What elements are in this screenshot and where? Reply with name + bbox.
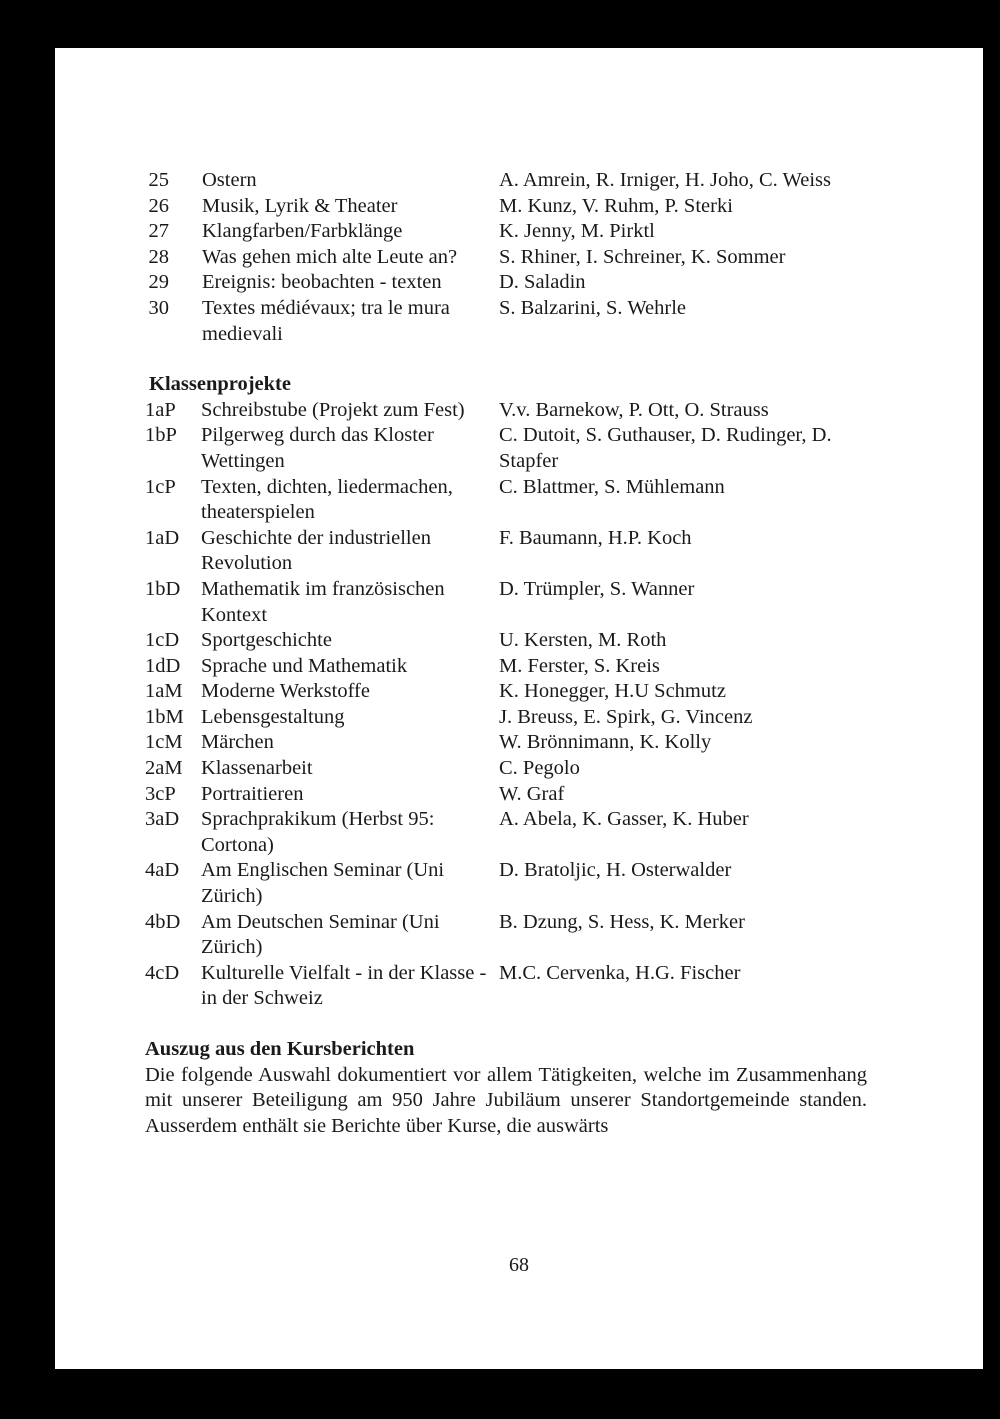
excerpt-heading: Auszug aus den Kursberichten bbox=[145, 1038, 415, 1060]
row-title: Lebensgestaltung bbox=[201, 705, 345, 728]
row-number: 1cM bbox=[145, 731, 183, 754]
row-names: M.C. Cervenka, H.G. Fischer bbox=[499, 961, 741, 984]
course-row bbox=[145, 296, 867, 347]
row-title: Am Englischen Seminar (Uni Zürich) bbox=[201, 859, 445, 908]
project-row bbox=[145, 705, 867, 731]
page-number: 68 bbox=[509, 1254, 529, 1276]
row-number: 4cD bbox=[145, 961, 180, 984]
row-number: 1aM bbox=[145, 680, 183, 703]
course-row bbox=[145, 219, 867, 245]
row-names: M. Ferster, S. Kreis bbox=[499, 654, 660, 677]
excerpt-paragraph: Die folgende Auswahl dokumentiert vor allem Tätigkeiten, welche im Zusammenhang mit unserer Beteiligung am 950 Jahre Jubiläum unserer Standortgemeinde standen. Ausserdem enthält sie Berichte über Kurse, die auswärts bbox=[145, 1063, 867, 1137]
row-number: 1bD bbox=[145, 577, 181, 600]
row-number: 26 bbox=[148, 194, 169, 217]
row-names: U. Kersten, M. Roth bbox=[499, 629, 667, 652]
row-title: Sportgeschichte bbox=[201, 629, 332, 652]
row-title: Klangfarben/Farbklänge bbox=[202, 220, 403, 243]
row-number: 4aD bbox=[145, 859, 180, 882]
project-row bbox=[145, 910, 867, 961]
row-names: D. Saladin bbox=[499, 271, 586, 294]
row-names: A. Amrein, R. Irniger, H. Joho, C. Weiss bbox=[499, 169, 831, 191]
row-title: Portraitieren bbox=[201, 782, 304, 805]
row-number: 3cP bbox=[145, 782, 176, 805]
row-names: K. Jenny, M. Pirktl bbox=[499, 220, 655, 243]
row-title: Moderne Werkstoffe bbox=[201, 680, 370, 703]
row-names: S. Rhiner, I. Schreiner, K. Sommer bbox=[499, 245, 786, 268]
project-row bbox=[145, 756, 867, 782]
row-names: W. Brönnimann, K. Kolly bbox=[499, 731, 712, 754]
row-title: Klassenarbeit bbox=[201, 757, 313, 780]
row-title: Märchen bbox=[201, 731, 274, 754]
row-names: C. Dutoit, S. Guthauser, D. Rudinger, D. Stapfer bbox=[499, 424, 832, 472]
row-names: J. Breuss, E. Spirk, G. Vincenz bbox=[499, 705, 753, 728]
course-row bbox=[145, 245, 867, 271]
project-row bbox=[145, 577, 867, 628]
row-names: D. Trümpler, S. Wanner bbox=[499, 577, 695, 600]
row-title: Ostern bbox=[202, 169, 257, 191]
content bbox=[145, 168, 867, 1139]
row-title: Sprache und Mathematik bbox=[201, 654, 408, 677]
course-list bbox=[145, 168, 867, 347]
project-row bbox=[145, 679, 867, 705]
project-row bbox=[145, 782, 867, 808]
row-names: S. Balzarini, S. Wehrle bbox=[499, 296, 686, 319]
project-row bbox=[145, 730, 867, 756]
projects-heading: Klassenprojekte bbox=[149, 373, 291, 396]
row-names: K. Honegger, H.U Schmutz bbox=[499, 680, 726, 703]
row-number: 4bD bbox=[145, 910, 181, 933]
project-row bbox=[145, 398, 867, 424]
row-number: 28 bbox=[148, 245, 169, 268]
project-list bbox=[145, 398, 867, 1012]
row-title: Pilgerweg durch das Kloster Wettingen bbox=[201, 424, 434, 472]
page bbox=[55, 48, 983, 1369]
row-number: 1bM bbox=[145, 705, 184, 728]
row-title: Was gehen mich alte Leute an? bbox=[202, 245, 458, 268]
row-names: C. Pegolo bbox=[499, 757, 580, 780]
row-title: Am Deutschen Seminar (Uni Zürich) bbox=[201, 910, 440, 959]
course-row bbox=[145, 194, 867, 220]
row-title: Textes médiévaux; tra le mura medievali bbox=[202, 296, 450, 345]
project-row bbox=[145, 475, 867, 526]
row-number: 27 bbox=[148, 220, 169, 243]
row-title: Musik, Lyrik & Theater bbox=[202, 194, 398, 217]
row-number: 29 bbox=[148, 271, 169, 294]
course-row bbox=[145, 270, 867, 296]
row-names: F. Baumann, H.P. Koch bbox=[499, 526, 692, 549]
row-number: 1aP bbox=[145, 398, 176, 421]
row-number: 1cP bbox=[145, 475, 176, 498]
row-title: Sprachprakikum (Herbst 95: Cortona) bbox=[201, 808, 435, 856]
row-title: Kulturelle Vielfalt - in der Klasse - in der Schweiz bbox=[201, 961, 487, 1010]
row-number: 1aD bbox=[145, 526, 180, 549]
project-row bbox=[145, 423, 867, 474]
row-number: 1bP bbox=[145, 424, 177, 447]
row-names: V.v. Barnekow, P. Ott, O. Strauss bbox=[499, 398, 769, 421]
project-row bbox=[145, 961, 867, 1012]
row-number: 1dD bbox=[145, 654, 181, 677]
course-row bbox=[145, 168, 867, 194]
row-title: Geschichte der industriellen Revolution bbox=[201, 526, 431, 575]
project-row bbox=[145, 807, 867, 858]
row-title: Mathematik im französischen Kontext bbox=[201, 577, 445, 626]
row-names: A. Abela, K. Gasser, K. Huber bbox=[499, 808, 749, 831]
row-names: B. Dzung, S. Hess, K. Merker bbox=[499, 910, 745, 933]
project-row bbox=[145, 628, 867, 654]
row-title: Ereignis: beobachten - texten bbox=[202, 271, 442, 294]
row-names: W. Graf bbox=[499, 782, 565, 805]
project-row bbox=[145, 654, 867, 680]
project-row bbox=[145, 858, 867, 909]
row-title: Schreibstube (Projekt zum Fest) bbox=[201, 398, 465, 421]
row-names: D. Bratoljic, H. Osterwalder bbox=[499, 859, 732, 882]
row-number: 1cD bbox=[145, 629, 180, 652]
row-number: 25 bbox=[148, 169, 169, 191]
row-title: Texten, dichten, liedermachen, theaterspielen bbox=[201, 475, 453, 524]
row-number: 2aM bbox=[145, 757, 183, 780]
row-number: 30 bbox=[148, 296, 169, 319]
row-names: C. Blattmer, S. Mühlemann bbox=[499, 475, 725, 498]
project-row bbox=[145, 526, 867, 577]
row-number: 3aD bbox=[145, 808, 180, 831]
row-names: M. Kunz, V. Ruhm, P. Sterki bbox=[499, 194, 733, 217]
